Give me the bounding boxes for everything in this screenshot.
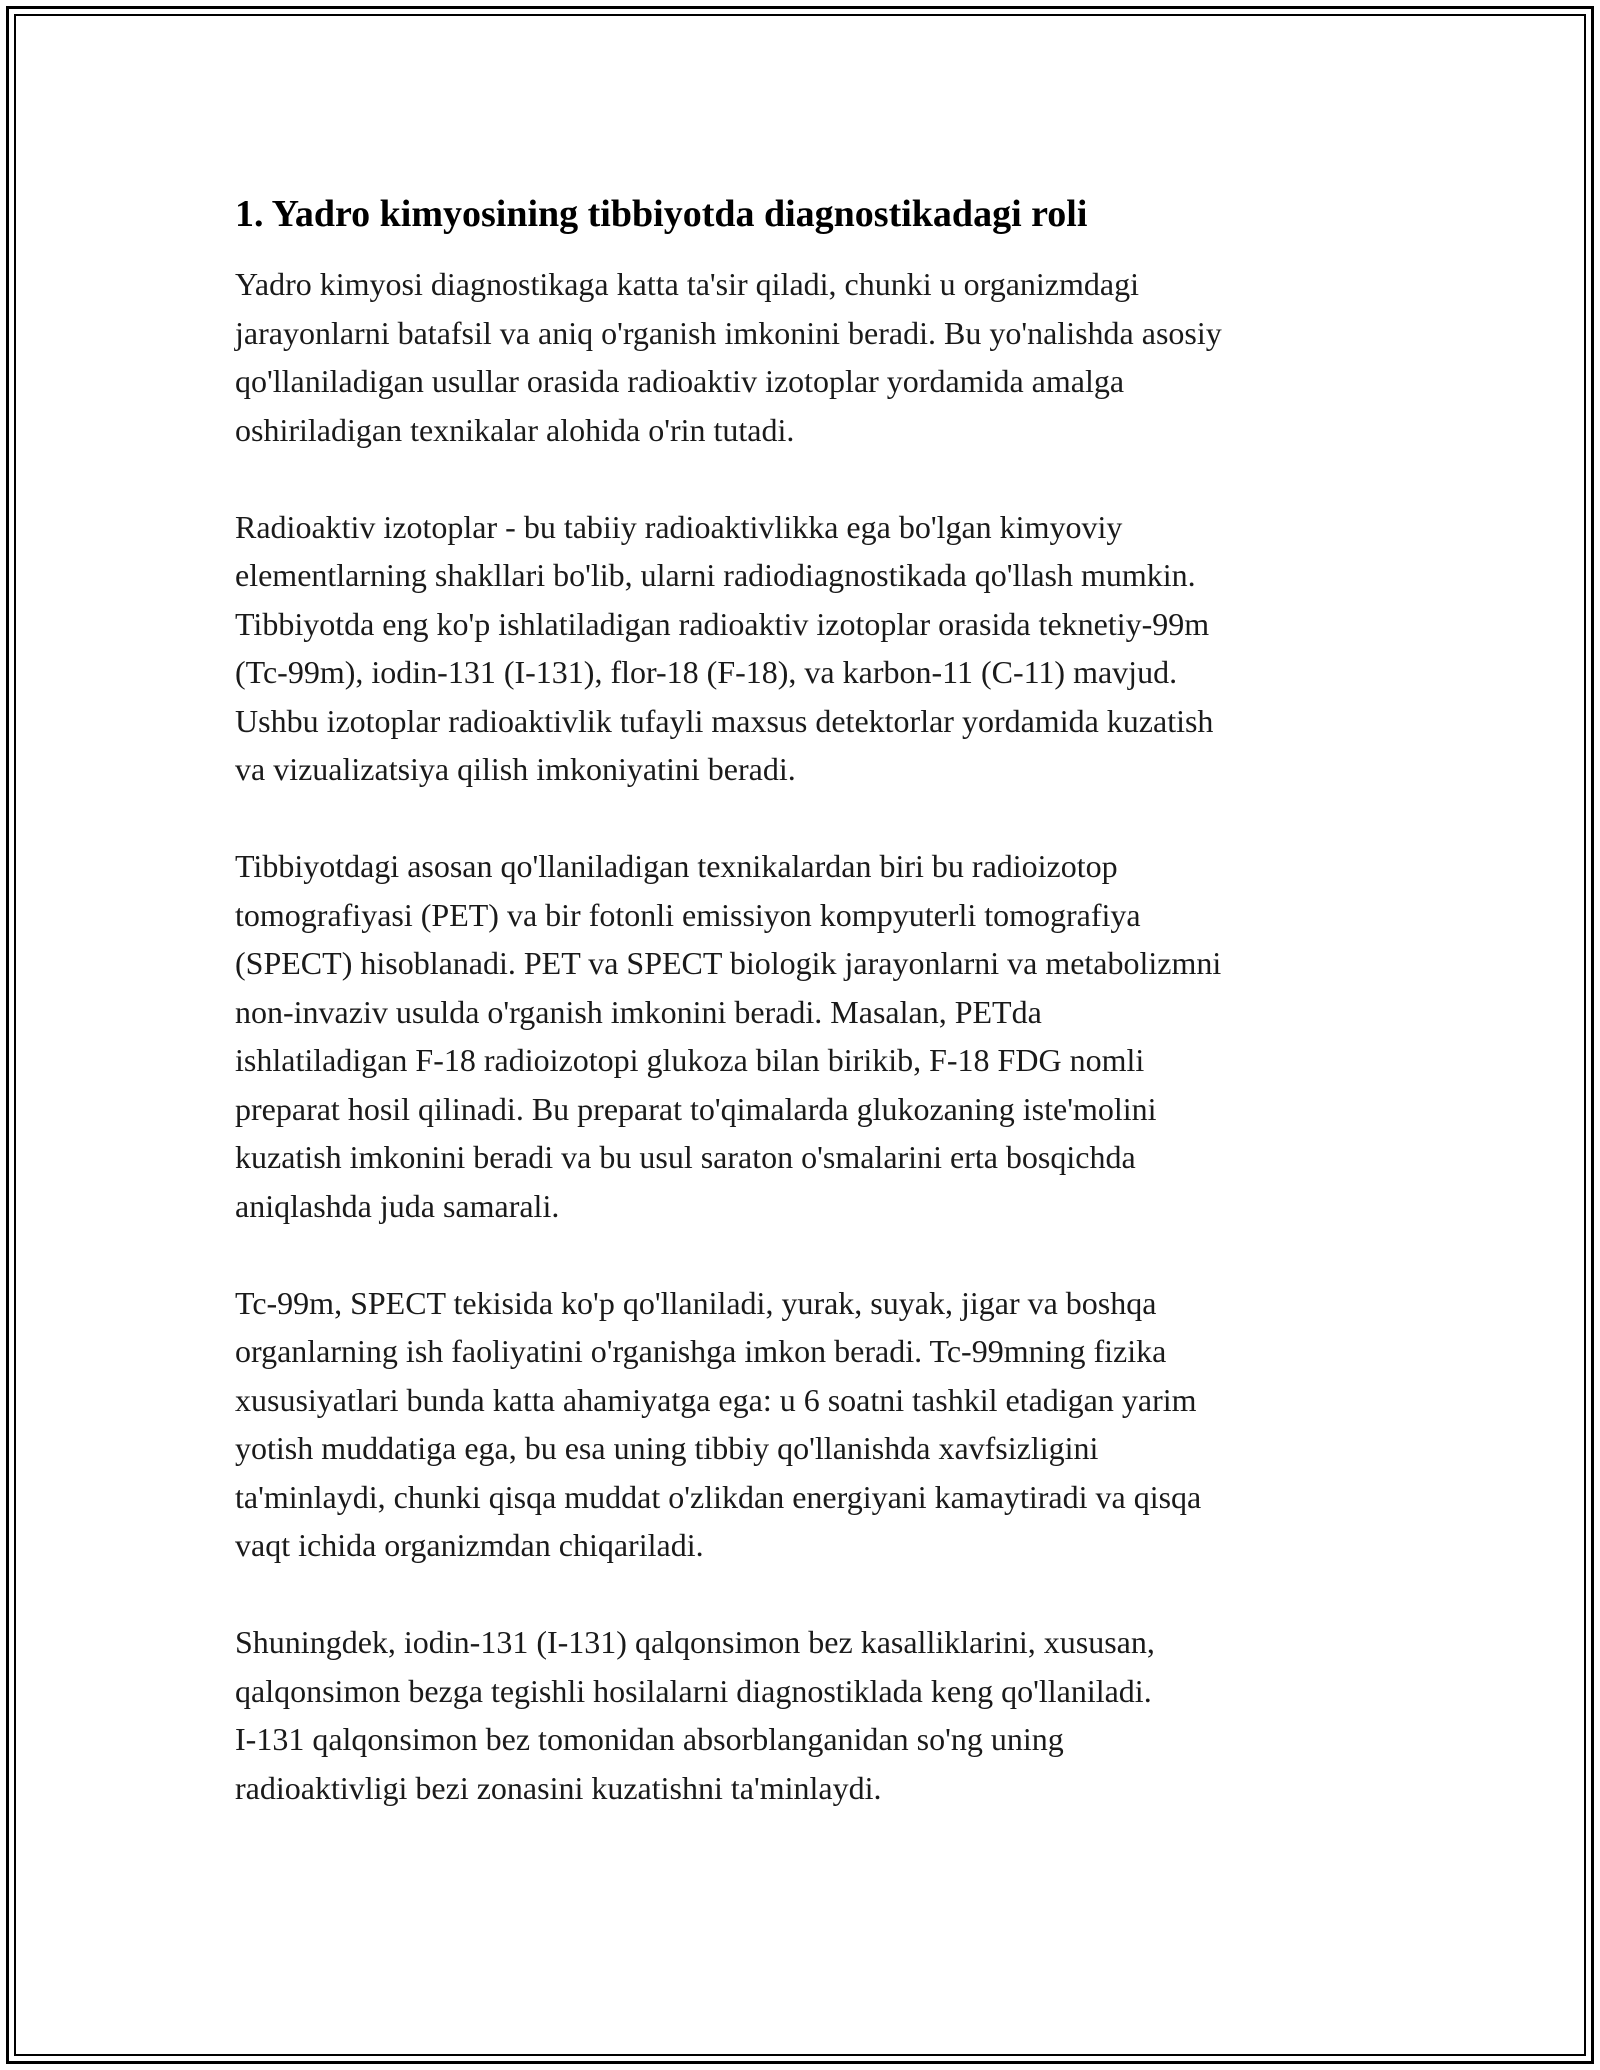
text-line: oshiriladigan texnikalar alohida o'rin tutadi. bbox=[235, 411, 795, 448]
text-line: (Tc-99m), iodin-131 (I-131), flor-18 (F-18), va karbon-11 (C-11) mavjud. bbox=[235, 654, 1178, 690]
text-line: Radioaktiv izotoplar - bu tabiiy radioaktivlikka ega bo'lgan kimyoviy bbox=[235, 508, 1123, 545]
text-line: kuzatish imkonini beradi va bu usul saraton o'smalarini erta bosqichda bbox=[235, 1139, 1136, 1175]
text-line: Shuningdek, iodin-131 (I-131) qalqonsimon bez kasalliklarini, xususan, bbox=[235, 1624, 1155, 1660]
document-body bbox=[235, 188, 1395, 1861]
text-line: organlarning ish faoliyatini o'rganishga imkon beradi. Tc-99mning fizika bbox=[235, 1333, 1167, 1369]
text-line: jarayonlarni batafsil va aniq o'rganish imkonini beradi. Bu yo'nalishda asosiy bbox=[235, 314, 1222, 351]
text-line: preparat hosil qilinadi. Bu preparat to'qimalarda glukozaning iste'molini bbox=[235, 1090, 1157, 1127]
text-line: tomografiyasi (PET) va bir fotonli emissiyon kompyuterli tomografiya bbox=[235, 896, 1141, 933]
text-line: I-131 qalqonsimon bez tomonidan absorblanganidan so'ng uning bbox=[235, 1721, 1064, 1757]
text-line: xususiyatlari bunda katta ahamiyatga ega: u 6 soatni tashkil etadigan yarim bbox=[235, 1381, 1197, 1418]
paragraph-5 bbox=[235, 1618, 1395, 1812]
text-line: non-invaziv usulda o'rganish imkonini beradi. Masalan, PETda bbox=[235, 993, 1042, 1030]
text-line: va vizualizatsiya qilish imkoniyatini beradi. bbox=[235, 751, 796, 787]
text-line: ta'minlaydi, chunki qisqa muddat o'zlikdan energiyani kamaytiradi va qisqa bbox=[235, 1478, 1202, 1515]
text-line: Tibbiyotdagi asosan qo'llaniladigan texnikalardan biri bu radioizotop bbox=[235, 848, 1118, 884]
paragraph-2 bbox=[235, 503, 1395, 794]
text-line: Tc-99m, SPECT tekisida ko'p qo'llaniladi, yurak, suyak, jigar va boshqa bbox=[235, 1284, 1157, 1321]
section-heading: 1. Yadro kimyosining tibbiyotda diagnostikadagi roli bbox=[235, 193, 1088, 235]
text-line: vaqt ichida organizmdan chiqariladi. bbox=[235, 1527, 704, 1563]
text-line: yotish muddatiga ega, bu esa uning tibbiy qo'llanishda xavfsizligini bbox=[235, 1430, 1099, 1466]
text-line: Tibbiyotda eng ko'p ishlatiladigan radioaktiv izotoplar orasida teknetiy-99m bbox=[235, 605, 1210, 642]
text-line: qalqonsimon bezga tegishli hosilalarni diagnostiklada keng qo'llaniladi. bbox=[235, 1672, 1152, 1709]
paragraph-1 bbox=[235, 260, 1395, 454]
text-line: ishlatiladigan F-18 radioizotopi glukoza bilan birikib, F-18 FDG nomli bbox=[235, 1042, 1145, 1078]
paragraph-4 bbox=[235, 1279, 1395, 1570]
text-line: aniqlashda juda samarali. bbox=[235, 1187, 560, 1224]
text-line: elementlarning shakllari bo'lib, ularni radiodiagnostikada qo'llash mumkin. bbox=[235, 557, 1196, 593]
text-line: radioaktivligi bezi zonasini kuzatishni ta'minlaydi. bbox=[235, 1769, 882, 1806]
text-line: qo'llaniladigan usullar orasida radioaktiv izotoplar yordamida amalga bbox=[235, 363, 1125, 399]
paragraph-3 bbox=[235, 842, 1395, 1230]
text-line: Ushbu izotoplar radioaktivlik tufayli maxsus detektorlar yordamida kuzatish bbox=[235, 702, 1214, 739]
text-line: Yadro kimyosi diagnostikaga katta ta'sir qiladi, chunki u organizmdagi bbox=[235, 266, 1139, 302]
text-line: (SPECT) hisoblanadi. PET va SPECT biologik jarayonlarni va metabolizmni bbox=[235, 945, 1222, 981]
